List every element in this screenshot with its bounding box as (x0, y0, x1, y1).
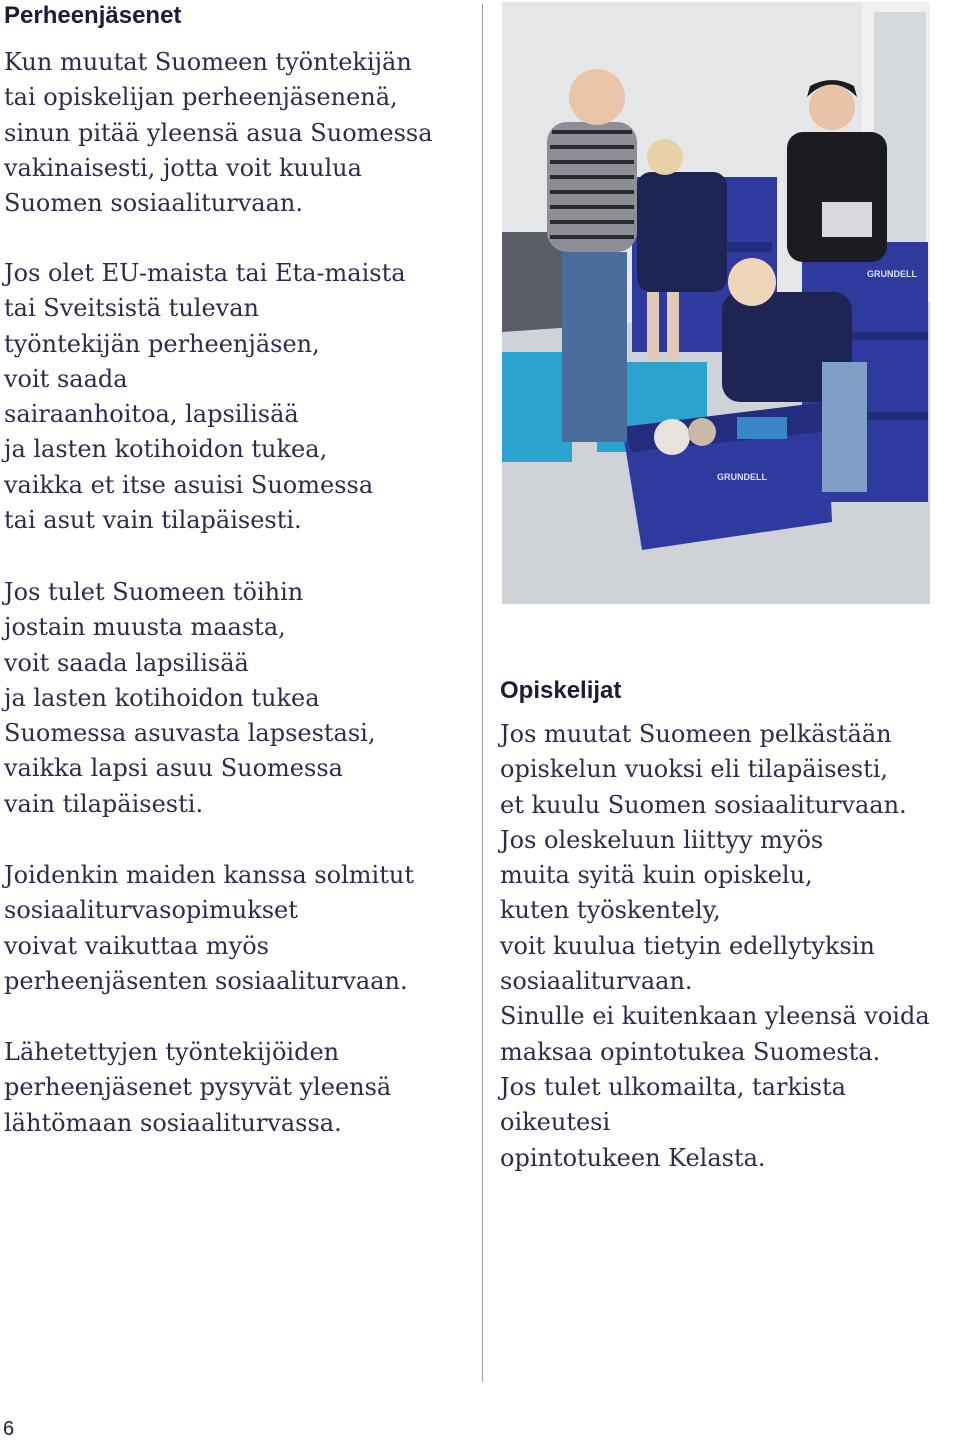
section-heading-family: Perheenjäsenet (4, 2, 182, 29)
box-brand-label-front: GRUNDELL (717, 472, 767, 482)
page-number: 6 (3, 1418, 15, 1440)
column-divider (482, 4, 483, 1382)
paragraph-family-5: Lähetettyjen työntekijöiden perheenjäsenet pysyvät yleensä lähtömaan sosiaaliturvassa. (4, 1038, 392, 1137)
section-heading-students: Opiskelijat (500, 677, 622, 704)
paragraph-family-2: Jos olet EU-maista tai Eta-maista tai Sveitsistä tulevan työntekijän perheenjäsen, voit saada sairaanhoitoa, lapsilisää ja lasten kotihoidon tukea, vaikka et itse asuisi Suomessa tai asut vain tilapäisesti. (4, 259, 406, 535)
family-packing-photo (502, 2, 930, 604)
paragraph-family-1: Kun muutat Suomeen työntekijän tai opiskelijan perheenjäsenenä, sinun pitää yleensä asua Suomessa vakinaisesti, jotta voit kuulua Suomen sosiaaliturvaan. (4, 48, 433, 218)
paragraph-family-4: Joidenkin maiden kanssa solmitut sosiaaliturvasopimukset voivat vaikuttaa myös perheenjäsenten sosiaaliturvaan. (4, 861, 414, 995)
box-brand-label-top: GRUNDELL (867, 269, 917, 279)
paragraph-students: Jos muutat Suomeen pelkästään opiskelun vuoksi eli tilapäisesti, et kuulu Suomen sosiaaliturvaan. Jos oleskeluun liittyy myös muita syitä kuin opiskelu, kuten työskentely, voit kuulua tietyin edellytyksin sosiaaliturvaan. Sinulle ei kuitenkaan yleensä voida maksaa opintotukea Suomesta. Jos tulet ulkomailta, tarkista oikeutesi opintotukeen Kelasta. (500, 720, 930, 1172)
paragraph-family-3: Jos tulet Suomeen töihin jostain muusta maasta, voit saada lapsilisää ja lasten kotihoidon tukea Suomessa asuvasta lapsestasi, vaikka lapsi asuu Suomessa vain tilapäisesti. (4, 578, 376, 818)
